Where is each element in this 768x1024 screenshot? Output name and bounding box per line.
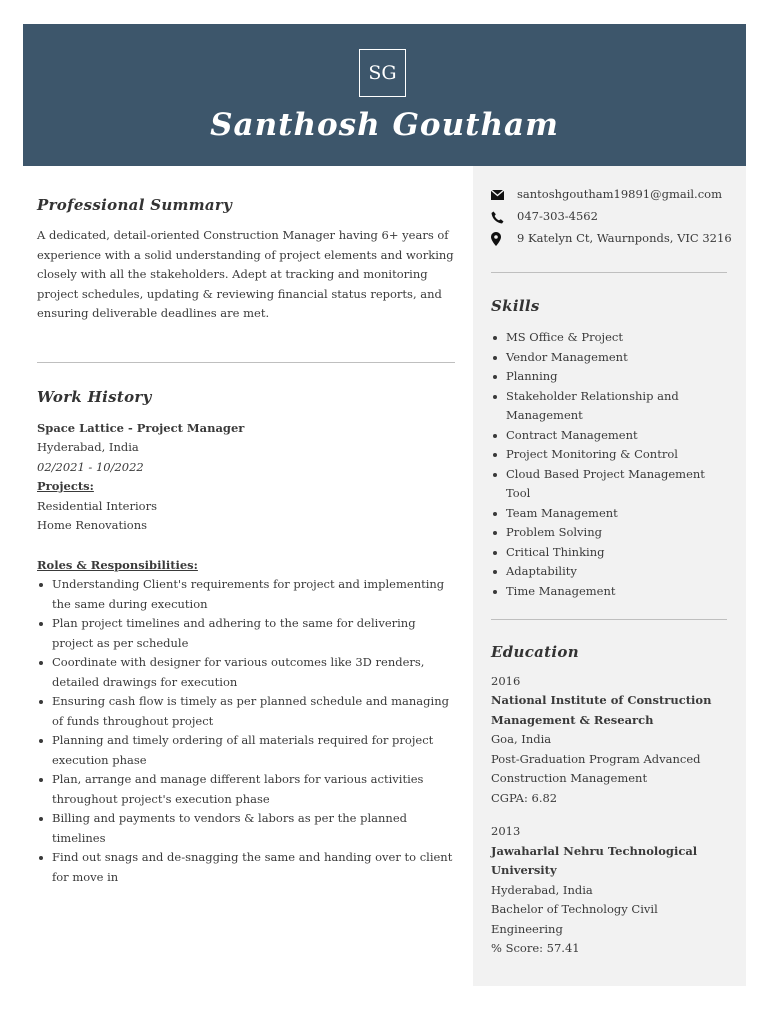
skill-item: Problem Solving [491,523,731,543]
work-section [37,388,455,887]
skill-item: MS Office & Project [491,328,731,348]
role-item: Billing and payments to vendors & labors as per the planned timelines [37,809,455,848]
education-school: Jawaharlal Nehru Technological University [491,843,698,877]
skill-item: Critical Thinking [491,543,731,563]
role-item: Coordinate with designer for various outcomes like 3D renders, detailed drawings for execution [37,653,455,692]
education-section [491,643,731,959]
education-title: Education [491,643,579,661]
role-item: Ensuring cash flow is timely as per planned schedule and managing of funds throughout project [37,692,455,731]
skill-item: Time Management [491,582,731,602]
project-item: Home Renovations [37,518,147,532]
phone-icon [491,211,517,224]
sidebar-divider-2 [491,619,727,620]
skill-item: Planning [491,367,731,387]
job-dates: 02/2021 - 10/2022 [37,459,144,474]
summary-title: Professional Summary [37,196,233,214]
education-school: National Institute of Construction Management & Research [491,693,712,727]
email-text[interactable]: santoshgoutham19891@gmail.com [517,187,722,202]
education-entry [491,822,731,959]
role-item: Planning and timely ordering of all materials required for project execution phase [37,731,455,770]
education-degree: Bachelor of Technology Civil Engineering [491,902,658,936]
education-entry [491,672,731,809]
main-divider [37,362,455,363]
skills-section [491,297,731,601]
education-score: % Score: 57.41 [491,941,580,955]
sidebar [473,166,746,986]
role-item: Plan project timelines and adhering to the same for delivering project as per schedule [37,614,455,653]
education-year: 2013 [491,824,521,838]
skill-item: Team Management [491,504,731,524]
contact-address [491,228,741,250]
map-pin-icon [491,232,517,246]
envelope-icon [491,190,517,200]
education-location: Hyderabad, India [491,882,593,897]
job-location: Hyderabad, India [37,440,139,454]
skill-item: Contract Management [491,426,731,446]
project-item: Residential Interiors [37,498,157,513]
candidate-name: Santhosh Goutham [210,107,559,143]
role-item: Find out snags and de-snagging the same and handing over to client for move in [37,848,455,887]
contact-list [491,184,741,250]
contact-email [491,184,741,206]
projects-label: Projects: [37,479,94,493]
contact-phone [491,206,741,228]
job-entry [37,419,455,888]
role-item: Understanding Client's requirements for project and implementing the same during execution [37,575,455,614]
education-year: 2016 [491,673,521,688]
phone-text: 047-303-4562 [517,209,598,224]
skill-item: Adaptability [491,562,731,582]
skill-item: Cloud Based Project Management Tool [491,465,731,504]
sidebar-divider-1 [491,272,727,273]
work-title: Work History [37,388,152,406]
summary-section [37,196,455,324]
monogram-badge: SG [359,49,406,97]
resume-page [23,24,746,986]
skills-list [491,328,731,601]
skill-item: Project Monitoring & Control [491,445,731,465]
education-location: Goa, India [491,732,552,746]
skill-item: Vendor Management [491,348,731,368]
education-score: CGPA: 6.82 [491,790,558,805]
role-item: Plan, arrange and manage different labors for various activities throughout project's execution phase [37,770,455,809]
skill-item: Stakeholder Relationship and Management [491,387,731,426]
job-title: Space Lattice - Project Manager [37,420,245,435]
roles-list [37,575,455,887]
summary-text: A dedicated, detail-oriented Construction Manager having 6+ years of experience with a solid understanding of project elements and working closely with all the stakeholders. Adept at tracking and monitoring project schedules, updating & reviewing financial status reports, and ensuring deliverable deadlines are met. [37,228,454,320]
skills-title: Skills [491,297,540,315]
roles-label: Roles & Responsibilities: [37,557,198,572]
resume-header [23,24,746,166]
education-degree: Post-Graduation Program Advanced Construction Management [491,751,701,785]
address-text: 9 Katelyn Ct, Waurnponds, VIC 3216 [517,231,732,246]
